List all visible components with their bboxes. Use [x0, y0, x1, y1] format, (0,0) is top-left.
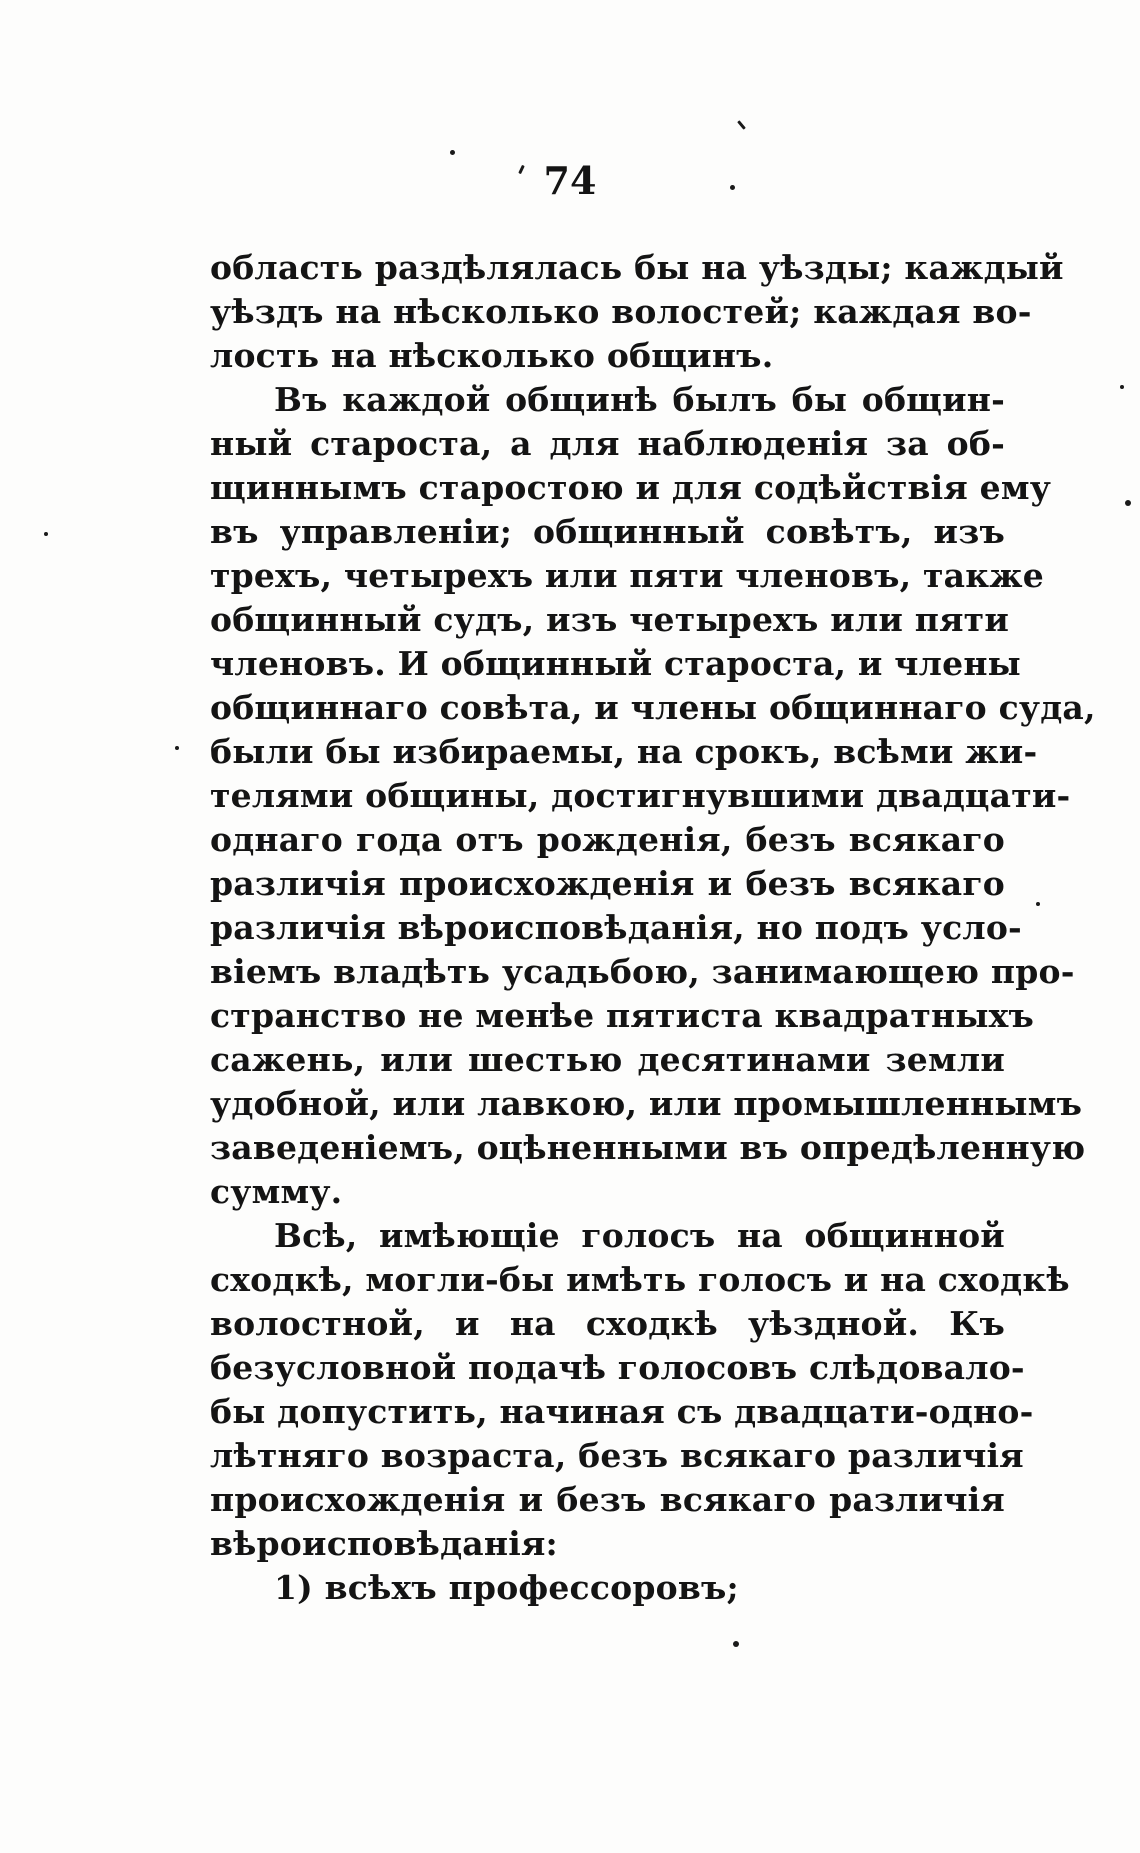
scan-speck [175, 746, 179, 750]
scan-speck [1036, 902, 1040, 906]
text-line: лость на нѣсколько общинъ. [210, 336, 774, 375]
text-line: происхожденія и безъ всякаго различія [210, 1480, 1005, 1519]
text-line: щиннымъ старостою и для содѣйствія ему [210, 468, 1052, 507]
scan-speck [44, 532, 48, 536]
text-line: волостной, и на сходкѣ уѣздной. Къ [210, 1304, 1005, 1343]
text-line: Всѣ, имѣющіе голосъ на общинной [274, 1216, 1005, 1255]
text-line: въ управленіи; общинный совѣтъ, изъ [210, 512, 1005, 551]
scan-speck [733, 1641, 739, 1647]
text-line: Въ каждой общинѣ былъ бы общин- [274, 380, 1005, 419]
text-line: вѣроисповѣданія: [210, 1524, 558, 1563]
scan-speck [737, 120, 746, 130]
text-line: были бы избираемы, на срокъ, всѣми жи- [210, 732, 1038, 771]
text-line: телями общины, достигнувшими двадцати- [210, 776, 1071, 815]
text-line: странство не менѣе пятиста квадратныхъ [210, 996, 1034, 1035]
text-line: область раздѣлялась бы на уѣзды; каждый [210, 248, 1064, 287]
text-line: различія вѣроисповѣданія, но подъ усло- [210, 908, 1022, 947]
scan-speck [450, 150, 455, 155]
text-line: трехъ, четырехъ или пяти членовъ, также [210, 556, 1044, 595]
text-line: различія происхожденія и безъ всякаго [210, 864, 1005, 903]
text-line: сумму. [210, 1172, 343, 1211]
text-line: общиннаго совѣта, и члены общиннаго суда, [210, 688, 1096, 727]
text-line: сажень, или шестью десятинами земли [210, 1040, 1005, 1079]
text-line: удобной, или лавкою, или промышленнымъ [210, 1084, 1083, 1123]
text-line: бы допустить, начиная съ двадцати-одно- [210, 1392, 1034, 1431]
text-line: сходкѣ, могли-бы имѣть голосъ и на сходкѣ [210, 1260, 1070, 1299]
scan-speck [1120, 385, 1124, 389]
text-line: заведеніемъ, оцѣненными въ опредѣленную [210, 1128, 1086, 1167]
text-line: однаго года отъ рожденія, безъ всякаго [210, 820, 1005, 859]
text-line: общинный судъ, изъ четырехъ или пяти [210, 600, 1009, 639]
scan-speck [1125, 500, 1131, 506]
text-line: 1) всѣхъ профессоровъ; [274, 1568, 739, 1607]
text-line: лѣтняго возраста, безъ всякаго различія [210, 1436, 1024, 1475]
page-number: 74 [543, 158, 597, 203]
body-text [210, 246, 1096, 1610]
text-line: членовъ. И общинный староста, и члены [210, 644, 1021, 683]
text-line: ный староста, а для наблюденія за об- [210, 424, 1005, 463]
scan-speck [730, 185, 735, 190]
text-line: уѣздъ на нѣсколько волостей; каждая во- [210, 292, 1032, 331]
text-line: віемъ владѣть усадьбою, занимающею про- [210, 952, 1075, 991]
text-line: безусловной подачѣ голосовъ слѣдовало- [210, 1348, 1025, 1387]
